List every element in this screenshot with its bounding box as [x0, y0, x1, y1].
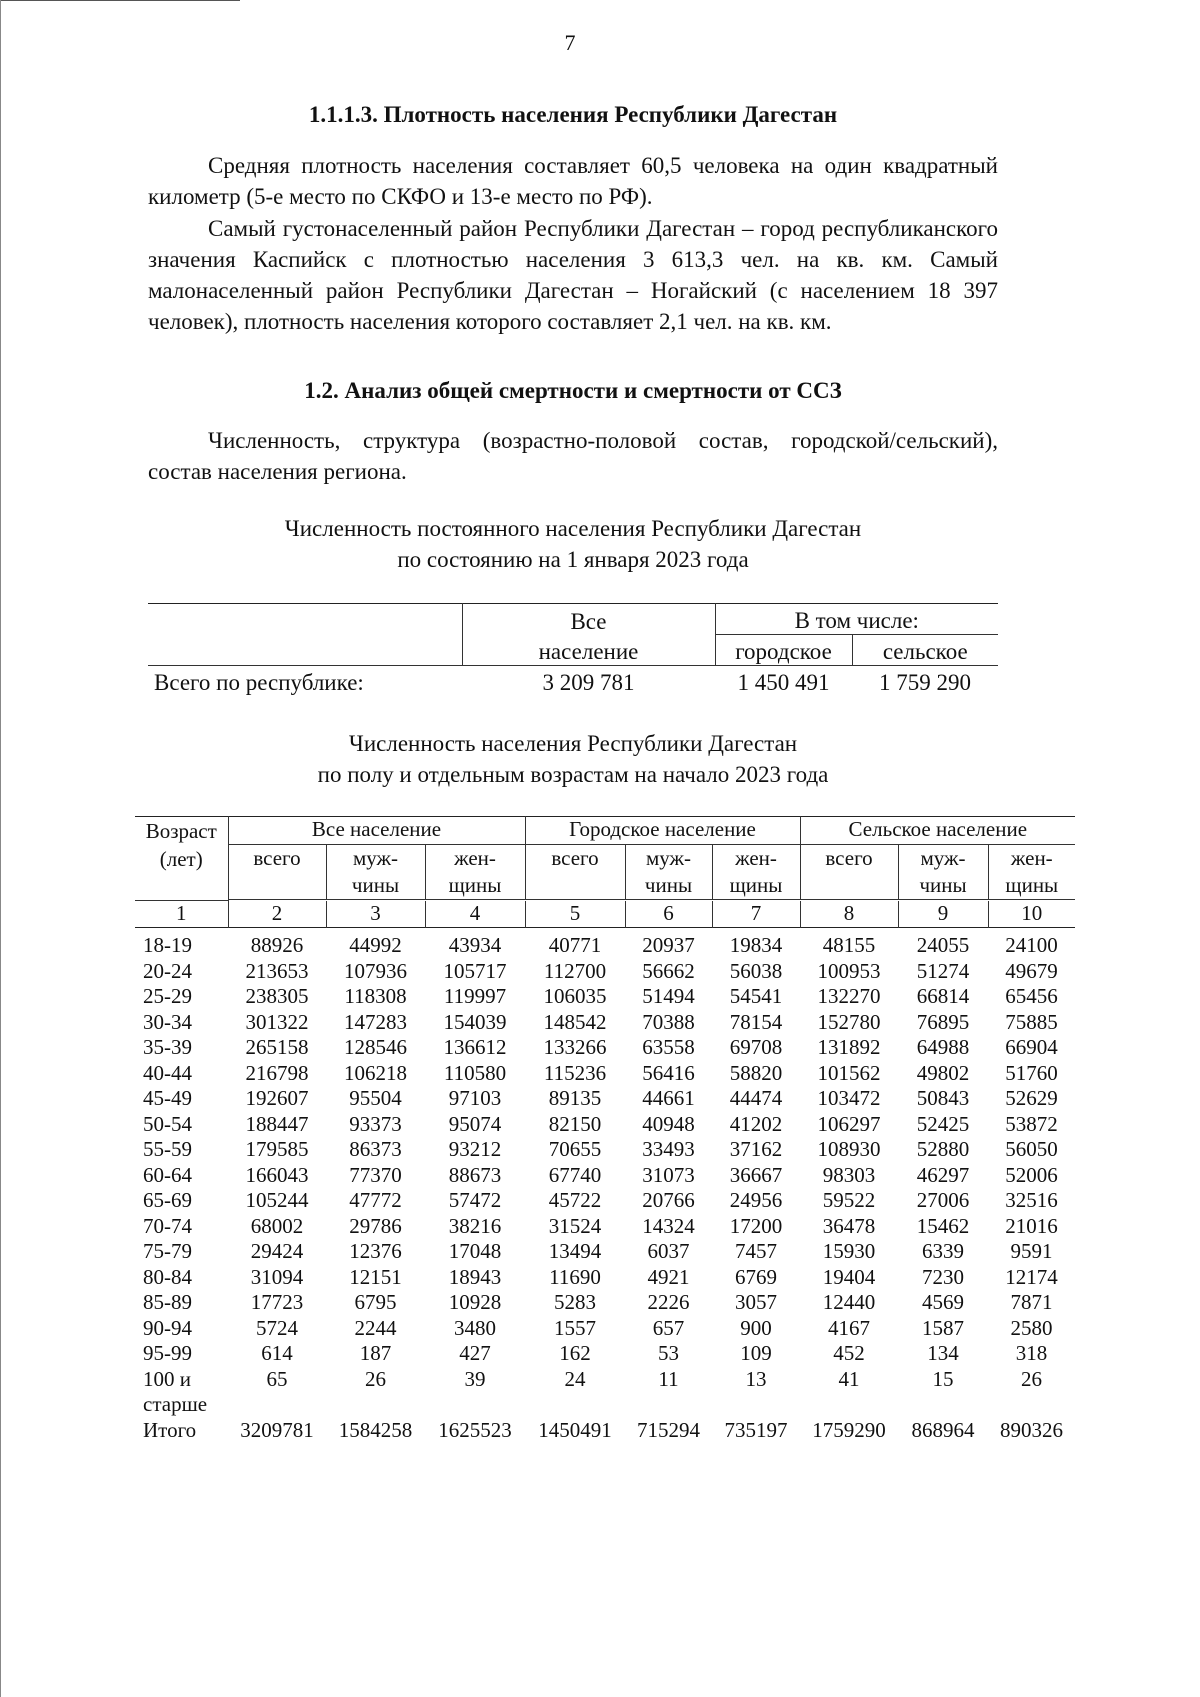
value-cell: 1557	[554, 1315, 596, 1340]
age-cell: 60-64	[143, 1162, 192, 1187]
value-cell: 427	[459, 1341, 491, 1366]
age-cell: 25-29	[143, 984, 192, 1009]
age-header-line: (лет)	[159, 847, 203, 871]
value-cell: 31094	[250, 1264, 304, 1289]
value-cell: 3057	[735, 1290, 778, 1315]
value-cell: 15462	[916, 1213, 970, 1238]
value-cell: 44661	[642, 1086, 695, 1111]
value-cell: 106035	[543, 984, 607, 1009]
value-cell: 162	[559, 1341, 591, 1366]
value-cell: 95504	[349, 1086, 402, 1111]
subheader-total	[525, 845, 625, 900]
value-cell: 3209781	[240, 1417, 314, 1442]
age-cell: 95-99	[143, 1341, 192, 1366]
value-cell: 51760	[1005, 1060, 1058, 1085]
column-number: 8	[800, 901, 898, 928]
value-cell: 2580	[1010, 1315, 1053, 1340]
age-cell: 75-79	[143, 1239, 192, 1264]
value-cell: 12151	[349, 1264, 402, 1289]
value-cell: 318	[1015, 1341, 1048, 1366]
value-cell: 98303	[822, 1162, 876, 1187]
value-cell: 868964	[911, 1417, 975, 1442]
value-cell: 110580	[443, 1060, 507, 1085]
value-cell: 93373	[349, 1111, 402, 1136]
subheader-men	[625, 845, 712, 900]
table-row	[135, 1035, 1075, 1061]
column-number: 7	[712, 901, 800, 928]
value-cell: 21016	[1005, 1213, 1058, 1238]
column-number: 4	[425, 901, 525, 928]
table-row	[135, 1392, 1075, 1418]
value-cell: 6769	[735, 1264, 778, 1289]
value-cell: 56050	[1005, 1137, 1058, 1162]
age-cell: 90-94	[143, 1315, 192, 1340]
age-cell: 65-69	[143, 1188, 192, 1213]
table-row	[135, 984, 1075, 1010]
table-row	[135, 1086, 1075, 1112]
value-cell: 109	[740, 1341, 772, 1366]
subheader-line: муж-	[920, 846, 966, 870]
value-cell: 13	[745, 1366, 767, 1391]
value-cell: 44474	[729, 1086, 783, 1111]
value-cell: 86373	[349, 1137, 402, 1162]
value-cell: 24055	[916, 933, 970, 958]
value-cell	[712, 1392, 800, 1418]
value-cell: 112700	[543, 958, 607, 983]
value-cell: 134	[927, 1341, 959, 1366]
value-cell: 51494	[642, 984, 695, 1009]
subheader-line: всего	[825, 846, 873, 870]
value-cell: 154039	[443, 1009, 507, 1034]
value-cell: 49679	[1005, 958, 1058, 983]
age-header	[135, 817, 228, 901]
age-cell: 50-54	[143, 1111, 192, 1136]
value-cell: 17200	[729, 1213, 783, 1238]
value-cell: 50843	[916, 1086, 970, 1111]
subheader-men	[326, 845, 425, 900]
value-cell: 2244	[354, 1315, 397, 1340]
value-cell: 106297	[817, 1111, 881, 1136]
value-cell: 900	[740, 1315, 772, 1340]
scan-edge	[0, 0, 1, 1697]
value-cell: 68002	[250, 1213, 304, 1238]
column-number: 5	[525, 901, 625, 928]
value-cell: 49802	[916, 1060, 970, 1085]
value-cell: 76895	[916, 1009, 970, 1034]
value-cell: 101562	[817, 1060, 881, 1085]
table-row	[135, 1239, 1075, 1265]
value-cell: 78154	[729, 1009, 783, 1034]
value-cell: 614	[261, 1341, 293, 1366]
value-cell: 216798	[245, 1060, 309, 1085]
table-row	[135, 1418, 1075, 1444]
section-heading: 1.1.1.3. Плотность населения Республики Дагестан	[308, 102, 838, 127]
value-cell	[625, 1392, 712, 1418]
column-number: 3	[326, 901, 425, 928]
value-cell: 148542	[543, 1009, 607, 1034]
value-cell: 118308	[344, 984, 407, 1009]
value-cell: 128546	[344, 1035, 407, 1060]
subheader-line: жен-	[1010, 846, 1053, 870]
value-cell: 265158	[245, 1035, 309, 1060]
subheader-women	[988, 845, 1075, 900]
table-row	[135, 1290, 1075, 1316]
value-cell: 41202	[729, 1111, 783, 1136]
value-cell: 58820	[729, 1060, 783, 1085]
column-number: 2	[228, 901, 326, 928]
value-cell: 47772	[349, 1188, 402, 1213]
age-cell: 85-89	[143, 1290, 192, 1315]
subheader-line: щины	[1005, 873, 1059, 897]
subheader-women	[712, 845, 800, 900]
value-cell: 27006	[916, 1188, 970, 1213]
value-cell: 147283	[344, 1009, 407, 1034]
value-cell: 56662	[642, 958, 695, 983]
age-cell: 20-24	[143, 958, 192, 983]
value-cell: 100953	[817, 958, 881, 983]
value-cell: 115236	[543, 1060, 607, 1085]
value-cell: 12440	[822, 1290, 876, 1315]
subheader-line: муж-	[645, 846, 691, 870]
age-cell: Итого	[143, 1417, 197, 1442]
value-cell: 17048	[448, 1239, 502, 1264]
value-cell: 3480	[454, 1315, 496, 1340]
table-row	[135, 1316, 1075, 1342]
value-cell: 119997	[443, 984, 507, 1009]
value-cell: 7457	[735, 1239, 778, 1264]
population-by-age-table	[135, 816, 1075, 1443]
value-cell: 44992	[349, 933, 402, 958]
value-cell: 715294	[637, 1417, 700, 1442]
value-cell: 1587	[922, 1315, 965, 1340]
value-cell: 166043	[245, 1162, 309, 1187]
value-cell: 41	[838, 1366, 860, 1391]
age-cell: 40-44	[143, 1060, 192, 1085]
value-cell: 18943	[448, 1264, 502, 1289]
value-cell: 105717	[443, 958, 507, 983]
value-cell: 37162	[729, 1137, 783, 1162]
subheader-line: чины	[644, 873, 693, 897]
subheader-total	[800, 845, 898, 900]
value-cell: 26	[365, 1366, 386, 1391]
value-cell: 40771	[548, 933, 602, 958]
subheader-women	[425, 845, 525, 900]
table-row	[135, 1341, 1075, 1367]
value-cell	[228, 1392, 326, 1418]
value-cell: 136612	[443, 1035, 507, 1060]
value-cell: 6037	[647, 1239, 690, 1264]
value-cell: 52629	[1005, 1086, 1058, 1111]
value-cell: 1625523	[438, 1417, 512, 1442]
value-cell: 82150	[548, 1111, 602, 1136]
age-cell: 100 и	[143, 1366, 191, 1391]
table-row	[135, 1367, 1075, 1393]
value-cell: 11	[658, 1366, 679, 1391]
value-cell: 59522	[822, 1188, 876, 1213]
value-cell: 56038	[729, 958, 783, 983]
value-cell: 70388	[642, 1009, 695, 1034]
value-cell: 89135	[548, 1086, 602, 1111]
value-cell	[326, 1392, 425, 1418]
value-cell: 7871	[1010, 1290, 1053, 1315]
section-heading: 1.2. Анализ общей смертности и смертности от ССЗ	[304, 378, 842, 403]
value-cell: 66904	[1005, 1035, 1058, 1060]
subheader-line: щины	[729, 873, 783, 897]
value-cell: 88673	[448, 1162, 502, 1187]
value-cell: 238305	[245, 984, 309, 1009]
table-row	[135, 1112, 1075, 1138]
value-cell: 133266	[543, 1035, 607, 1060]
subheader-line: жен-	[735, 846, 777, 870]
value-cell: 20937	[642, 933, 695, 958]
cell-total: 3 209 781	[542, 670, 635, 695]
value-cell: 54541	[729, 984, 783, 1009]
value-cell: 65456	[1005, 984, 1058, 1009]
age-cell: старше	[143, 1392, 208, 1417]
value-cell: 70655	[548, 1137, 602, 1162]
age-cell: 55-59	[143, 1137, 192, 1162]
value-cell: 6795	[354, 1290, 397, 1315]
value-cell	[425, 1392, 525, 1418]
column-number: 1	[135, 901, 228, 928]
value-cell: 24100	[1005, 933, 1058, 958]
column-number: 6	[625, 901, 712, 928]
age-cell: 30-34	[143, 1009, 192, 1034]
value-cell: 29786	[349, 1213, 402, 1238]
group-header-all: Все население	[228, 817, 525, 845]
value-cell: 36667	[729, 1162, 783, 1187]
table-row	[135, 1137, 1075, 1163]
value-cell: 132270	[817, 984, 881, 1009]
table-row	[135, 959, 1075, 985]
value-cell: 65	[266, 1366, 288, 1391]
value-cell: 31073	[642, 1162, 695, 1187]
value-cell: 24956	[729, 1188, 783, 1213]
subheader-men	[898, 845, 988, 900]
value-cell: 1450491	[538, 1417, 612, 1442]
value-cell: 6339	[922, 1239, 965, 1264]
value-cell: 39	[464, 1366, 486, 1391]
value-cell: 105244	[245, 1188, 309, 1213]
value-cell: 46297	[916, 1162, 970, 1187]
value-cell: 77370	[349, 1162, 402, 1187]
value-cell: 93212	[448, 1137, 502, 1162]
column-number: 10	[1021, 901, 1043, 925]
age-cell: 80-84	[143, 1264, 192, 1289]
value-cell: 63558	[642, 1035, 695, 1060]
value-cell: 32516	[1005, 1188, 1058, 1213]
cell-urban: 1 450 491	[737, 670, 830, 695]
value-cell: 1759290	[812, 1417, 886, 1442]
value-cell: 43934	[448, 933, 502, 958]
scan-edge	[0, 0, 240, 1]
table-caption	[148, 728, 998, 790]
value-cell: 40948	[642, 1111, 695, 1136]
value-cell: 38216	[448, 1213, 502, 1238]
paragraph: Средняя плотность населения составляет 60,5 человека на один квадратный километр (5-е место по СКФО и 13-е место по РФ).	[148, 153, 998, 209]
value-cell: 192607	[245, 1086, 309, 1111]
value-cell	[898, 1392, 988, 1418]
value-cell: 106218	[344, 1060, 407, 1085]
value-cell: 53	[658, 1341, 679, 1366]
table-row	[135, 1163, 1075, 1189]
value-cell: 187	[359, 1341, 392, 1366]
age-header-line: Возраст	[145, 819, 217, 843]
population-summary-table	[148, 603, 998, 696]
value-cell	[800, 1392, 898, 1418]
value-cell: 52006	[1005, 1162, 1058, 1187]
subheader-line: всего	[551, 846, 599, 870]
table-row	[135, 1265, 1075, 1291]
value-cell	[525, 1392, 625, 1418]
value-cell: 33493	[642, 1137, 695, 1162]
cell-rural: 1 759 290	[879, 670, 971, 695]
value-cell: 103472	[817, 1086, 881, 1111]
value-cell	[988, 1392, 1075, 1418]
table-row	[135, 1010, 1075, 1036]
value-cell: 14324	[642, 1213, 695, 1238]
value-cell: 52425	[916, 1111, 970, 1136]
value-cell: 97103	[448, 1086, 502, 1111]
subheader-line: чины	[351, 873, 400, 897]
value-cell: 5283	[554, 1290, 596, 1315]
subheader-line: щины	[448, 873, 502, 897]
value-cell: 890326	[1000, 1417, 1064, 1442]
value-cell: 57472	[448, 1188, 502, 1213]
value-cell: 452	[833, 1341, 865, 1366]
col-header-rural: сельское	[852, 635, 998, 666]
page-number: 7	[564, 30, 576, 55]
value-cell: 10928	[448, 1290, 502, 1315]
value-cell: 131892	[817, 1035, 881, 1060]
value-cell: 15	[932, 1366, 954, 1391]
value-cell: 36478	[822, 1213, 876, 1238]
caption-line: по полу и отдельным возрастам на начало 2023 года	[317, 762, 829, 787]
paragraph: Численность, структура (возрастно-половой состав, городской/сельский), состав населения региона.	[148, 428, 998, 484]
value-cell: 67740	[548, 1162, 602, 1187]
value-cell: 15930	[822, 1239, 876, 1264]
value-cell: 4921	[647, 1264, 690, 1289]
col-header-all: Все	[462, 604, 715, 635]
value-cell: 107936	[344, 958, 407, 983]
value-cell: 19834	[729, 933, 783, 958]
age-cell: 18-19	[143, 933, 192, 958]
value-cell: 64988	[916, 1035, 970, 1060]
value-cell: 20766	[642, 1188, 695, 1213]
value-cell: 657	[652, 1315, 685, 1340]
value-cell: 179585	[245, 1137, 309, 1162]
value-cell: 26	[1021, 1366, 1043, 1391]
value-cell: 12174	[1005, 1264, 1058, 1289]
value-cell: 75885	[1005, 1009, 1058, 1034]
subheader-line: всего	[253, 846, 301, 870]
value-cell: 51274	[916, 958, 970, 983]
value-cell: 4569	[922, 1290, 965, 1315]
value-cell: 45722	[548, 1188, 602, 1213]
value-cell: 11690	[549, 1264, 601, 1289]
value-cell: 29424	[250, 1239, 304, 1264]
caption-line: Численность населения Республики Дагестан	[348, 731, 798, 756]
value-cell: 52880	[916, 1137, 970, 1162]
value-cell: 301322	[245, 1009, 309, 1034]
caption-line: Численность постоянного населения Республики Дагестан	[284, 516, 862, 541]
value-cell: 213653	[245, 958, 309, 983]
value-cell: 4167	[828, 1315, 871, 1340]
table-row	[135, 1188, 1075, 1214]
value-cell: 24	[564, 1366, 586, 1391]
age-cell: 70-74	[143, 1213, 192, 1238]
value-cell: 17723	[250, 1290, 304, 1315]
group-header-rural: Сельское население	[800, 817, 1075, 845]
col-header-including: В том числе:	[715, 604, 998, 635]
column-number: 9	[898, 901, 988, 928]
value-cell: 7230	[922, 1264, 965, 1289]
value-cell: 88926	[250, 933, 304, 958]
value-cell: 9591	[1010, 1239, 1053, 1264]
col-header-urban: городское	[715, 635, 852, 666]
value-cell: 69708	[729, 1035, 783, 1060]
col-header-all: население	[462, 635, 715, 666]
value-cell: 5724	[256, 1315, 298, 1340]
table-row	[135, 933, 1075, 959]
row-label: Всего по республике:	[154, 670, 364, 695]
subheader-line: чины	[919, 873, 967, 897]
table-caption	[148, 513, 998, 575]
value-cell: 31524	[548, 1213, 602, 1238]
value-cell: 1584258	[338, 1417, 413, 1442]
value-cell: 735197	[724, 1417, 788, 1442]
value-cell: 2226	[647, 1290, 690, 1315]
value-cell: 53872	[1005, 1111, 1058, 1136]
caption-line: по состоянию на 1 января 2023 года	[397, 547, 749, 572]
value-cell: 66814	[916, 984, 970, 1009]
value-cell: 19404	[822, 1264, 876, 1289]
value-cell: 152780	[817, 1009, 881, 1034]
paragraph: Самый густонаселенный район Республики Дагестан – город республиканского значения Каспийск с плотностью населения 3 613,3 чел. на кв. км. Самый малонаселенный район Республики Дагестан – Ногайский (с населением 18 397 человек), плотность населения которого составляет 2,1 чел. на кв. км.	[148, 216, 998, 334]
table-row	[135, 1214, 1075, 1240]
value-cell: 188447	[245, 1111, 309, 1136]
subheader-total	[228, 845, 326, 900]
age-cell: 35-39	[143, 1035, 192, 1060]
group-header-urban: Городское население	[525, 817, 800, 845]
value-cell: 12376	[349, 1239, 402, 1264]
value-cell: 95074	[448, 1111, 502, 1136]
subheader-line: муж-	[352, 846, 398, 870]
value-cell: 56416	[642, 1060, 695, 1085]
subheader-line: жен-	[454, 846, 496, 870]
value-cell: 48155	[822, 933, 876, 958]
table-row	[135, 1061, 1075, 1087]
value-cell: 108930	[817, 1137, 881, 1162]
value-cell: 13494	[548, 1239, 602, 1264]
age-cell: 45-49	[143, 1086, 192, 1111]
